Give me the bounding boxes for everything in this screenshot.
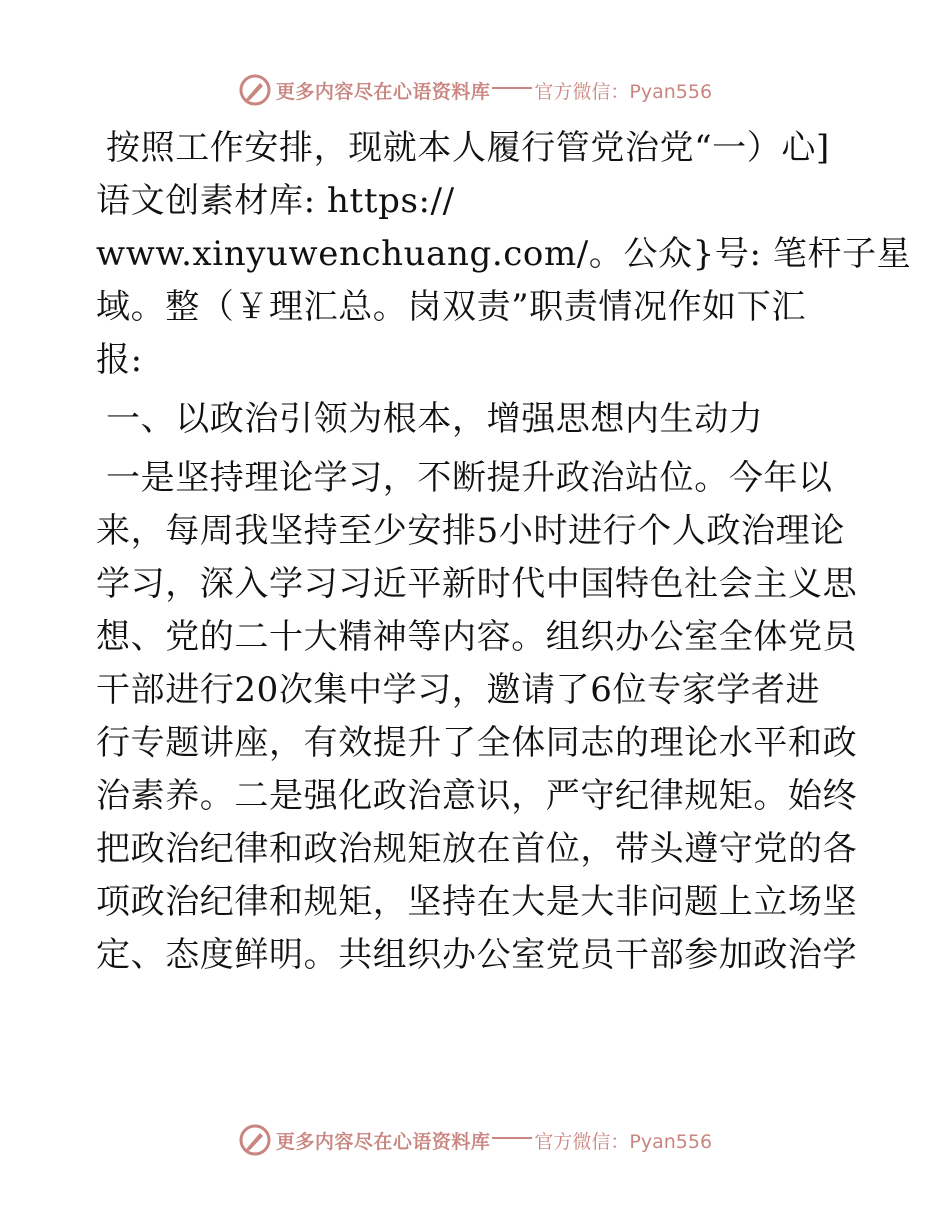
body-line-9: 项政治纪律和规矩，坚持在大是大非问题上立场坚 [96, 882, 858, 922]
header-watermark-banner [0, 70, 950, 110]
banner-contact: 官方微信：Pyan556 [534, 80, 713, 103]
body-line-1: 一是坚持理论学习，不断提升政治站位。今年以 [106, 458, 833, 498]
body-line-5: 干部进行20次集中学习，邀请了6位专家学者进 [96, 670, 821, 710]
body-line-10: 定、态度鲜明。共组织办公室党员干部参加政治学 [96, 935, 858, 975]
document-body [96, 122, 912, 982]
footer-watermark-banner [0, 1120, 950, 1160]
body-line-3: 学习，深入学习习近平新时代中国特色社会主义思 [96, 564, 858, 604]
body-line-8: 把政治纪律和政治规矩放在首位，带头遵守党的各 [96, 829, 858, 869]
banner-title: 更多内容尽在心语资料库 [275, 1130, 491, 1153]
body-line-7: 治素养。二是强化政治意识，严守纪律规矩。始终 [96, 776, 858, 816]
body-line-2: 来，每周我坚持至少安排5小时进行个人政治理论 [96, 511, 845, 551]
intro-line-4: 域。整（￥理汇总。岗双责”职责情况作如下汇 [96, 287, 806, 327]
pen-logo-icon [238, 1123, 272, 1157]
pen-logo-icon [238, 73, 272, 107]
intro-line-5: 报: [96, 340, 143, 380]
section-heading: 一、以政治引领为根本，增强思想内生动力 [106, 399, 764, 439]
body-line-6: 行专题讲座，有效提升了全体同志的理论水平和政 [96, 723, 858, 763]
banner-title: 更多内容尽在心语资料库 [275, 80, 491, 103]
intro-line-1: 按照工作安排，现就本人履行管党治党“一）心] [106, 128, 830, 168]
body-line-4: 想、党的二十大精神等内容。组织办公室全体党员 [96, 617, 858, 657]
banner-dash [492, 1137, 532, 1139]
banner-dash [492, 87, 532, 89]
banner-contact: 官方微信：Pyan556 [534, 1130, 713, 1153]
intro-line-3: www.xinyuwenchuang.com/。公众}号: 笔杆子星 [96, 234, 912, 274]
intro-line-2: 语文创素材库: https:// [96, 181, 455, 221]
